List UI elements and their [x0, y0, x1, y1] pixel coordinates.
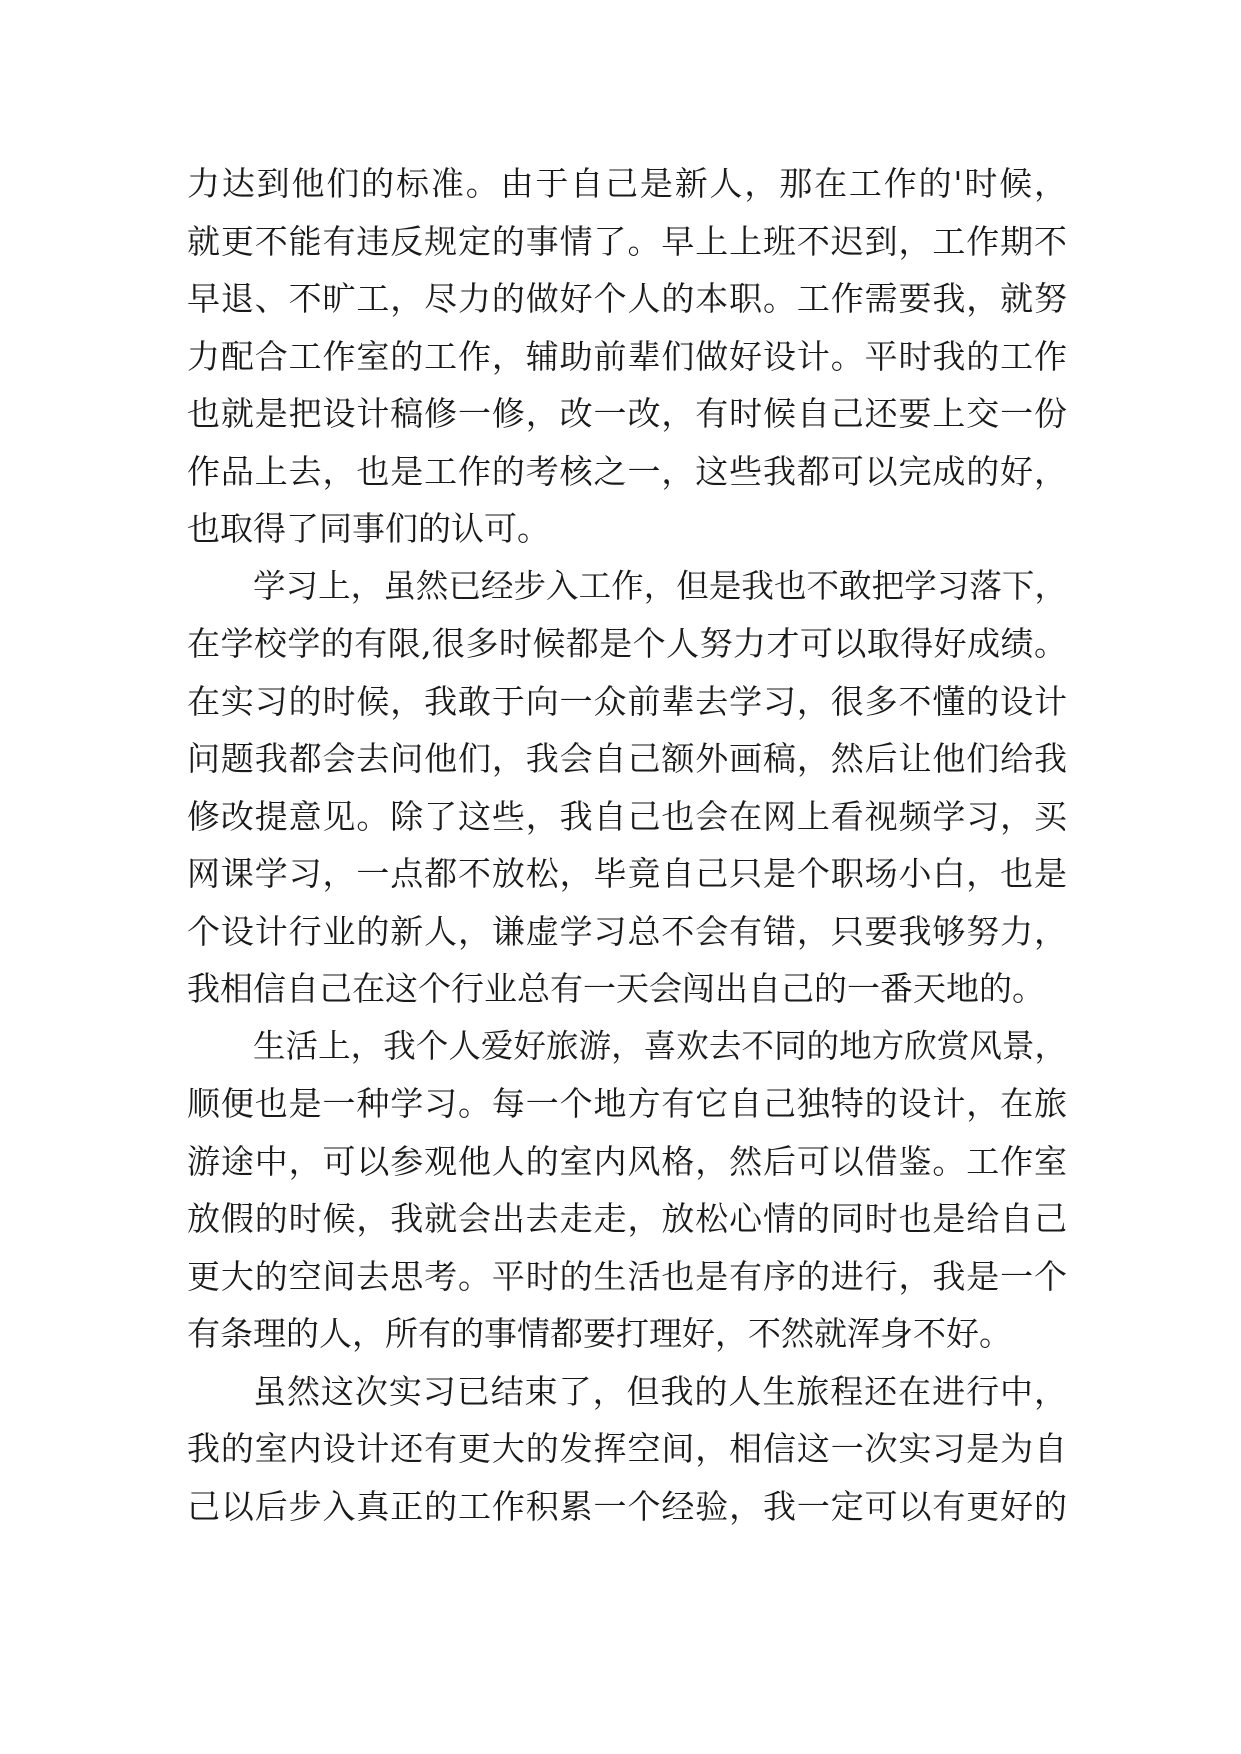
text-line: 网课学习，一点都不放松，毕竟自己只是个职场小白，也是 [187, 854, 1067, 893]
document-body [187, 155, 1067, 1535]
text-line: 我相信自己在这个行业总有一天会闯出自己的一番天地的。 [187, 969, 1045, 1008]
text-line: 力达到他们的标准。由于自己是新人，那在工作的'时候， [187, 164, 1067, 203]
text-line: 问题我都会去问他们，我会自己额外画稿，然后让他们给我 [187, 739, 1067, 778]
paragraph-conclusion [187, 1363, 1067, 1536]
text-line: 学习上，虽然已经步入工作，但是我也不敢把学习落下， [253, 566, 1067, 605]
text-line: 个设计行业的新人，谦虚学习总不会有错，只要我够努力， [187, 911, 1067, 951]
text-line: 我的室内设计还有更大的发挥空间，相信这一次实习是为自 [187, 1429, 1067, 1468]
text-line: 早退、不旷工，尽力的做好个人的本职。工作需要我，就努 [187, 279, 1067, 318]
text-line: 更大的空间去思考。平时的生活也是有序的进行，我是一个 [187, 1256, 1067, 1296]
paragraph-life [187, 1018, 1067, 1363]
text-line: 游途中，可以参观他人的室内风格，然后可以借鉴。工作室 [187, 1141, 1067, 1181]
text-line: 顺便也是一种学习。每一个地方有它自己独特的设计，在旅 [187, 1084, 1067, 1123]
text-line: 力配合工作室的工作，辅助前辈们做好设计。平时我的工作 [187, 336, 1067, 376]
text-line: 作品上去，也是工作的考核之一，这些我都可以完成的好， [187, 451, 1067, 491]
text-line: 就更不能有违反规定的事情了。早上上班不迟到，工作期不 [187, 221, 1067, 261]
text-line: 有条理的人，所有的事情都要打理好，不然就浑身不好。 [187, 1314, 1012, 1353]
text-line: 虽然这次实习已结束了，但我的人生旅程还在进行中， [253, 1371, 1067, 1411]
text-line: 己以后步入真正的工作积累一个经验，我一定可以有更好的 [187, 1486, 1067, 1526]
paragraph-work [187, 155, 1067, 558]
paragraph-study [187, 558, 1067, 1018]
text-line: 修改提意见。除了这些，我自己也会在网上看视频学习，买 [187, 796, 1067, 836]
text-line: 在学校学的有限,很多时候都是个人努力才可以取得好成绩。 [187, 624, 1067, 663]
text-line: 放假的时候，我就会出去走走，放松心情的同时也是给自己 [187, 1199, 1067, 1238]
text-line: 生活上，我个人爱好旅游，喜欢去不同的地方欣赏风景， [253, 1026, 1067, 1065]
text-line: 在实习的时候，我敢于向一众前辈去学习，很多不懂的设计 [187, 681, 1067, 721]
text-line: 也就是把设计稿修一修，改一改，有时候自己还要上交一份 [187, 394, 1067, 433]
text-line: 也取得了同事们的认可。 [187, 509, 550, 548]
